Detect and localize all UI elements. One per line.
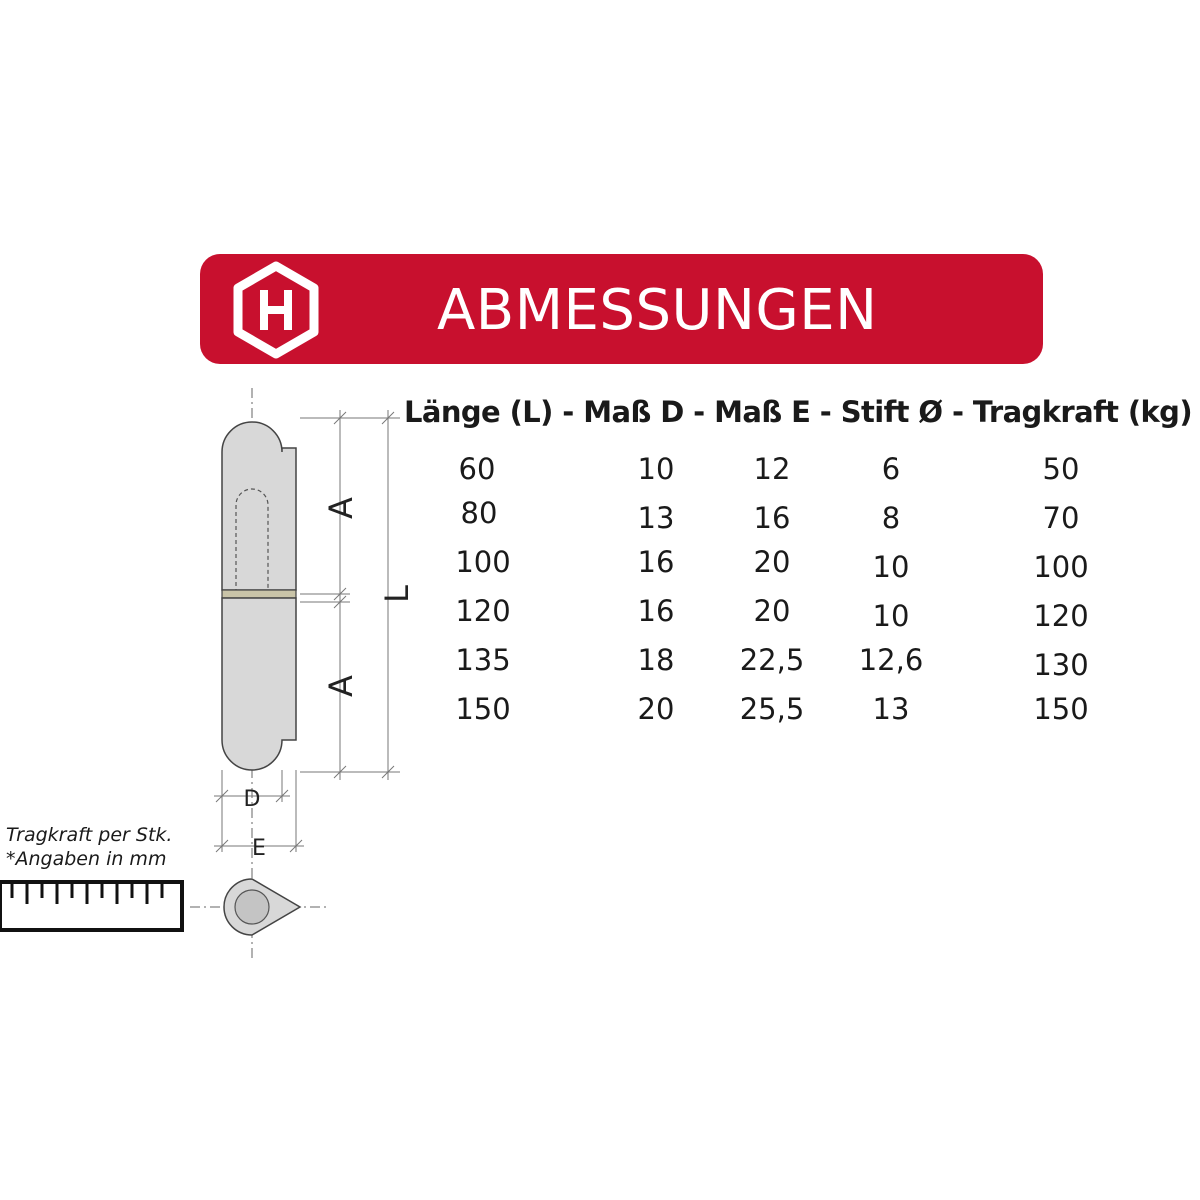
table-cell: 130: [1033, 648, 1089, 682]
hinge-upper-barrel: [222, 422, 296, 590]
table-cell: 16: [637, 594, 675, 628]
dim-label-a-bottom: A: [322, 675, 360, 697]
table-cell: 50: [1042, 452, 1080, 486]
table-cell: 13: [872, 692, 910, 726]
table-cell: 6: [881, 452, 901, 486]
table-cell: 120: [455, 594, 511, 628]
table-cell: 135: [455, 643, 511, 677]
table-cell: 100: [455, 545, 511, 579]
table-cell: 20: [753, 545, 791, 579]
table-cell: 18: [637, 643, 675, 677]
table-cell: 8: [881, 501, 901, 535]
table-cell: 70: [1042, 501, 1080, 535]
hinge-lower-barrel: [222, 598, 296, 770]
table-cell: 13: [637, 501, 675, 535]
dim-label-e: E: [252, 836, 266, 861]
table-cell: 150: [1033, 692, 1089, 726]
note-units: *Angaben in mm: [6, 848, 167, 870]
table-cell: 25,5: [739, 692, 805, 726]
table-cell: 10: [637, 452, 675, 486]
table-cell: 10: [872, 599, 910, 633]
dim-label-a-top: A: [322, 497, 360, 519]
hinge-washer: [222, 590, 296, 598]
table-cell: 150: [455, 692, 511, 726]
table-cell: 12,6: [858, 643, 924, 677]
ruler-icon: [0, 882, 182, 930]
table-cell: 12: [753, 452, 791, 486]
table-cell: 16: [753, 501, 791, 535]
table-cell: 16: [637, 545, 675, 579]
banner-title: ABMESSUNGEN: [437, 278, 878, 343]
table-cell: 22,5: [739, 643, 805, 677]
note-load-capacity: Tragkraft per Stk.: [6, 824, 173, 846]
dim-label-d: D: [243, 787, 261, 812]
table-header: Länge (L) - Maß D - Maß E - Stift Ø - Tragkraft (kg): [404, 395, 1192, 429]
table-cell: 100: [1033, 550, 1089, 584]
table-cell: 120: [1033, 599, 1089, 633]
dim-label-l: L: [378, 585, 416, 603]
table-cell: 20: [753, 594, 791, 628]
table-cell: 10: [872, 550, 910, 584]
table-cell: 80: [460, 496, 498, 530]
hinge-end-view: [190, 879, 330, 935]
table-cell: 20: [637, 692, 675, 726]
table-cell: 60: [458, 452, 496, 486]
